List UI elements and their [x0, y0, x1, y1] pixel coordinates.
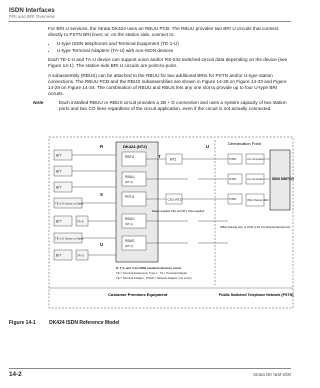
- legend-line-2: TE = Terminal Equipment, Type 1 · TA = Terminal Adapter: [116, 271, 188, 275]
- note-text: Each installed RBUU or RBUS circuit provides a 2B + D connection and uses a system capacity of two station ports and two CO lines regardless of the circuit application, even if the circuit is not actually connected.: [59, 99, 287, 112]
- ta-u-label: TA-U: [77, 253, 84, 258]
- termination-label-2: Line Termination: [247, 179, 264, 181]
- csu-label: CSU (NT1): [167, 197, 183, 202]
- paragraph-3: A subassembly (RBUS) can be attached to the RBUU for two additional BRIs for PSTN and/or U-type station connections. The RBUU PCB and the RBUS subassemblies are shown in Figure 14-28 on Figure 14-33 and Figure 14-29 on Figure 14-34. The combination of RBUU and RBUS lets any one slot to provide up to four U-type BRI circuits.: [48, 72, 287, 96]
- pcb-label-5: RBUS: [125, 239, 135, 243]
- switch-note: Office Channel Unit, or OCR, is the CO Channel Service Unit: [220, 226, 291, 229]
- termination-label-1: Line Termination: [247, 159, 264, 161]
- bullet-list: [48, 41, 288, 54]
- ref-t: T: [158, 154, 161, 159]
- page-number: 14-2: [9, 371, 22, 378]
- figure-number: Figure 14-1: [9, 320, 36, 326]
- header-subtitle: PRI and BRI Overview: [9, 14, 55, 19]
- pcb-sub-3: (NT-1): [125, 244, 133, 248]
- pcb-label-2: RBUU: [125, 175, 135, 179]
- pcb-label-3: PRTU: [125, 195, 135, 199]
- csu-note: Dealer supplied CSU and NT1: [152, 210, 187, 213]
- ref-s: S: [100, 192, 104, 197]
- dk424-label: DK424 (NT2): [123, 144, 147, 149]
- ref-r: R: [100, 144, 104, 149]
- paragraph-1: For BRI U services, the Strata DK424 uses an RBUU PCB. The RBUU provides two BRI U circuits that connect directly to PSTN BRI lines; or, on the station side, connect to:: [48, 26, 279, 38]
- ref-u-right: U: [206, 144, 210, 149]
- te-label-3: B/T: [56, 185, 62, 190]
- network-label-3: Pri/Bri: [229, 198, 237, 201]
- nt1-note: Tetra supplied: [188, 210, 205, 213]
- ta-s-label: TA-S: [77, 219, 84, 224]
- figure-caption: [9, 320, 131, 326]
- body-text: [33, 26, 288, 112]
- pcb-label-1: RBTU: [125, 155, 135, 159]
- pstn-label: Public Switched Telephone Network (PSTN): [219, 293, 294, 297]
- ref-u-left: U: [100, 242, 104, 247]
- pcb-sub-2: (NT-1): [125, 222, 133, 226]
- customer-premises-label: Customer Premises Equipment: [108, 292, 168, 297]
- paragraph-2: Each TE-1-U and TA-U device can support voice and/or RS-232 switched-circuit data depending on the device (see Figure 14-1). The station-side BRI U circuits are point-to-point.: [48, 57, 288, 69]
- isdn-reference-diagram: [48, 136, 294, 309]
- pcb-sub-1: (NT-1): [125, 180, 133, 184]
- header-title: ISDN Interfaces: [9, 7, 55, 14]
- header-rule: [9, 21, 291, 22]
- te-label-1: B/T: [56, 153, 62, 158]
- termination-label-3: Office Channel Unit: [247, 200, 267, 202]
- page-header: [9, 7, 291, 20]
- note-label: Note: [33, 99, 44, 105]
- figure-title: DK424 ISDN Reference Model: [49, 320, 120, 326]
- nt1-label: NT1: [170, 157, 177, 162]
- te-label-6: TE-1-U (Voice or Data): [55, 236, 84, 241]
- footer-rule: [9, 368, 291, 369]
- isdn-switch-label: ISDN SWITCH: [272, 177, 294, 181]
- te-label-5: B/T: [56, 219, 62, 224]
- network-label-1: Pri/Bri: [229, 158, 237, 161]
- te-label-7: B/T: [56, 253, 62, 258]
- te-label-2: B/T: [56, 169, 62, 174]
- note: [33, 100, 288, 112]
- bullet-1: • U-type ISDN telephones and Terminal Equipment (TE-1-U): [57, 41, 288, 47]
- network-label-2: Pri/Bri: [229, 178, 237, 181]
- te-label-4: TE-1-S (Voice or Data): [55, 201, 84, 206]
- demarcation-label: Demarcation Point: [228, 141, 261, 146]
- pcb-label-4: RBUU: [125, 217, 135, 221]
- footer-right: Strata DK I&M 6/00: [253, 372, 291, 377]
- legend-line-3: TE = Terminal Adapter · PSAP = Network Adapter (not a box): [116, 276, 192, 280]
- bullet-2: • U-type Terminal Adapters (TA-U) with non-ISDN devices: [57, 48, 288, 54]
- legend-line-1: R, T, S, and U are ISDN standard reference points: [116, 266, 182, 270]
